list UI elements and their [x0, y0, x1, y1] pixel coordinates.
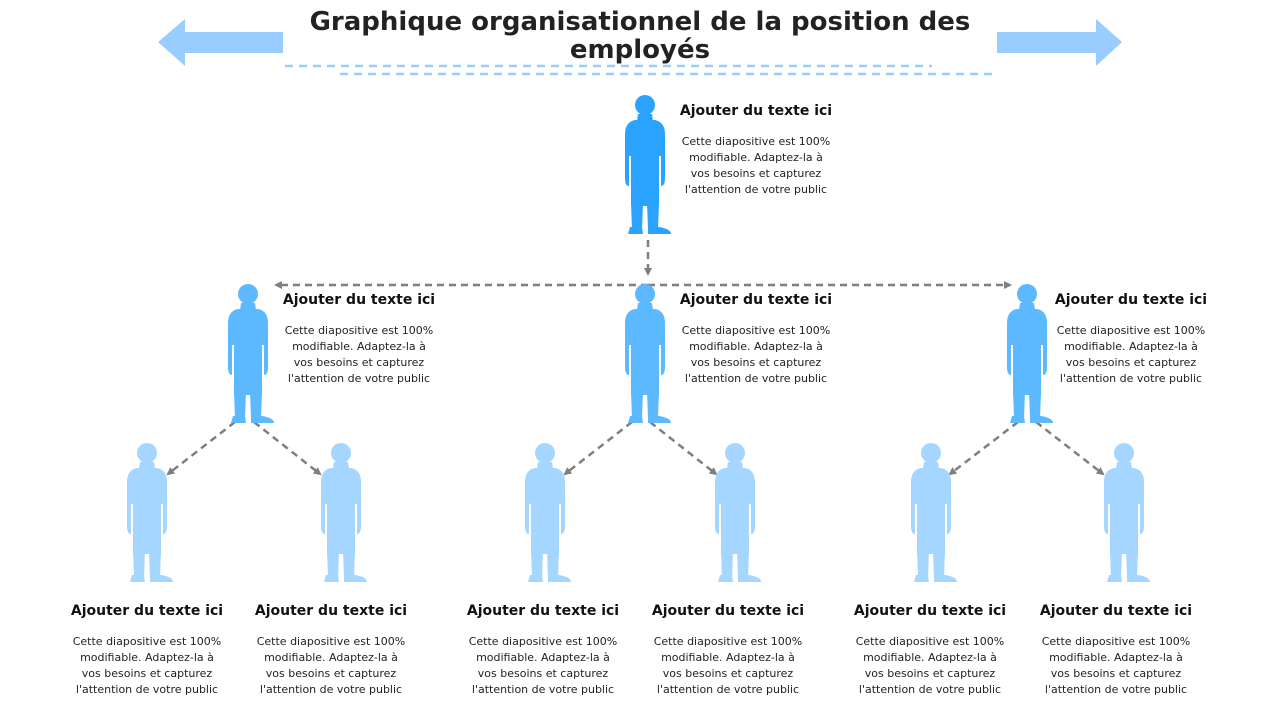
- card-heading: Ajouter du texte ici: [1039, 603, 1193, 619]
- card-body-line: modifiable. Adaptez-la à: [1064, 340, 1198, 353]
- card-body-line: Cette diapositive est 100%: [468, 635, 618, 648]
- card-manager-center: [666, 291, 846, 387]
- person-icon-staff-3: [525, 443, 571, 582]
- card-body-line: l'attention de votre public: [684, 183, 828, 196]
- card-heading: Ajouter du texte ici: [679, 103, 833, 119]
- card-heading: Ajouter du texte ici: [282, 292, 436, 308]
- card-heading: Ajouter du texte ici: [70, 603, 224, 619]
- card-body-line: vos besoins et capturez: [864, 667, 996, 680]
- person-icon-ceo: [625, 95, 671, 234]
- person-icon-staff-4: [715, 443, 761, 582]
- card-body-line: Cette diapositive est 100%: [1056, 324, 1206, 337]
- card-body-line: modifiable. Adaptez-la à: [1049, 651, 1183, 664]
- card-body-line: modifiable. Adaptez-la à: [80, 651, 214, 664]
- person-icon-manager-center: [625, 284, 671, 423]
- connector-r-1: [950, 422, 1018, 474]
- left-arrow-icon: [158, 19, 283, 66]
- card-ceo: [666, 102, 846, 198]
- connector-l-2: [254, 422, 320, 474]
- card-body-line: Cette diapositive est 100%: [681, 324, 831, 337]
- connector-c-2: [650, 422, 716, 474]
- card-body-line: modifiable. Adaptez-la à: [863, 651, 997, 664]
- card-heading: Ajouter du texte ici: [679, 292, 833, 308]
- card-staff-5: [840, 602, 1020, 698]
- card-body-line: l'attention de votre public: [1044, 683, 1188, 696]
- card-body-line: l'attention de votre public: [75, 683, 219, 696]
- card-body-line: modifiable. Adaptez-la à: [689, 340, 823, 353]
- card-staff-3: [453, 602, 633, 698]
- card-body-line: vos besoins et capturez: [662, 667, 794, 680]
- card-body-line: l'attention de votre public: [287, 372, 431, 385]
- card-body-line: l'attention de votre public: [1059, 372, 1203, 385]
- card-body-line: Cette diapositive est 100%: [855, 635, 1005, 648]
- card-heading: Ajouter du texte ici: [853, 603, 1007, 619]
- card-body-line: vos besoins et capturez: [265, 667, 397, 680]
- card-manager-left: [269, 291, 449, 387]
- card-body-line: modifiable. Adaptez-la à: [264, 651, 398, 664]
- card-heading: Ajouter du texte ici: [651, 603, 805, 619]
- person-icon-staff-2: [321, 443, 367, 582]
- person-icon-staff-1: [127, 443, 173, 582]
- card-body-line: Cette diapositive est 100%: [256, 635, 406, 648]
- card-body-line: Cette diapositive est 100%: [653, 635, 803, 648]
- card-body-line: vos besoins et capturez: [1065, 356, 1197, 369]
- card-staff-6: [1026, 602, 1206, 698]
- person-icon-manager-left: [228, 284, 274, 423]
- card-body-line: modifiable. Adaptez-la à: [689, 151, 823, 164]
- card-staff-4: [638, 602, 818, 698]
- card-staff-1: [57, 602, 237, 698]
- card-body-line: l'attention de votre public: [656, 683, 800, 696]
- card-body-line: vos besoins et capturez: [1050, 667, 1182, 680]
- card-body-line: vos besoins et capturez: [81, 667, 213, 680]
- card-body-line: l'attention de votre public: [858, 683, 1002, 696]
- connector-c-1: [565, 422, 632, 474]
- card-body-line: vos besoins et capturez: [293, 356, 425, 369]
- person-icon-staff-6: [1104, 443, 1150, 582]
- card-body-line: l'attention de votre public: [259, 683, 403, 696]
- card-body-line: vos besoins et capturez: [690, 167, 822, 180]
- card-body-line: Cette diapositive est 100%: [681, 135, 831, 148]
- card-heading: Ajouter du texte ici: [1054, 292, 1208, 308]
- card-body-line: l'attention de votre public: [471, 683, 615, 696]
- card-body-line: Cette diapositive est 100%: [72, 635, 222, 648]
- card-body-line: modifiable. Adaptez-la à: [476, 651, 610, 664]
- card-body-line: Cette diapositive est 100%: [284, 324, 434, 337]
- right-arrow-icon: [997, 19, 1122, 66]
- card-body-line: l'attention de votre public: [684, 372, 828, 385]
- card-body-line: modifiable. Adaptez-la à: [292, 340, 426, 353]
- card-body-line: Cette diapositive est 100%: [1041, 635, 1191, 648]
- page-title: Graphique organisationnel de la position des employés: [309, 7, 971, 65]
- person-icon-staff-5: [911, 443, 957, 582]
- card-body-line: modifiable. Adaptez-la à: [661, 651, 795, 664]
- card-body-line: vos besoins et capturez: [477, 667, 609, 680]
- card-body-line: vos besoins et capturez: [690, 356, 822, 369]
- card-heading: Ajouter du texte ici: [466, 603, 620, 619]
- connector-l-1: [168, 422, 235, 474]
- card-staff-2: [241, 602, 421, 698]
- card-manager-right: [1041, 291, 1221, 387]
- card-heading: Ajouter du texte ici: [254, 603, 408, 619]
- connector-r-2: [1036, 422, 1103, 474]
